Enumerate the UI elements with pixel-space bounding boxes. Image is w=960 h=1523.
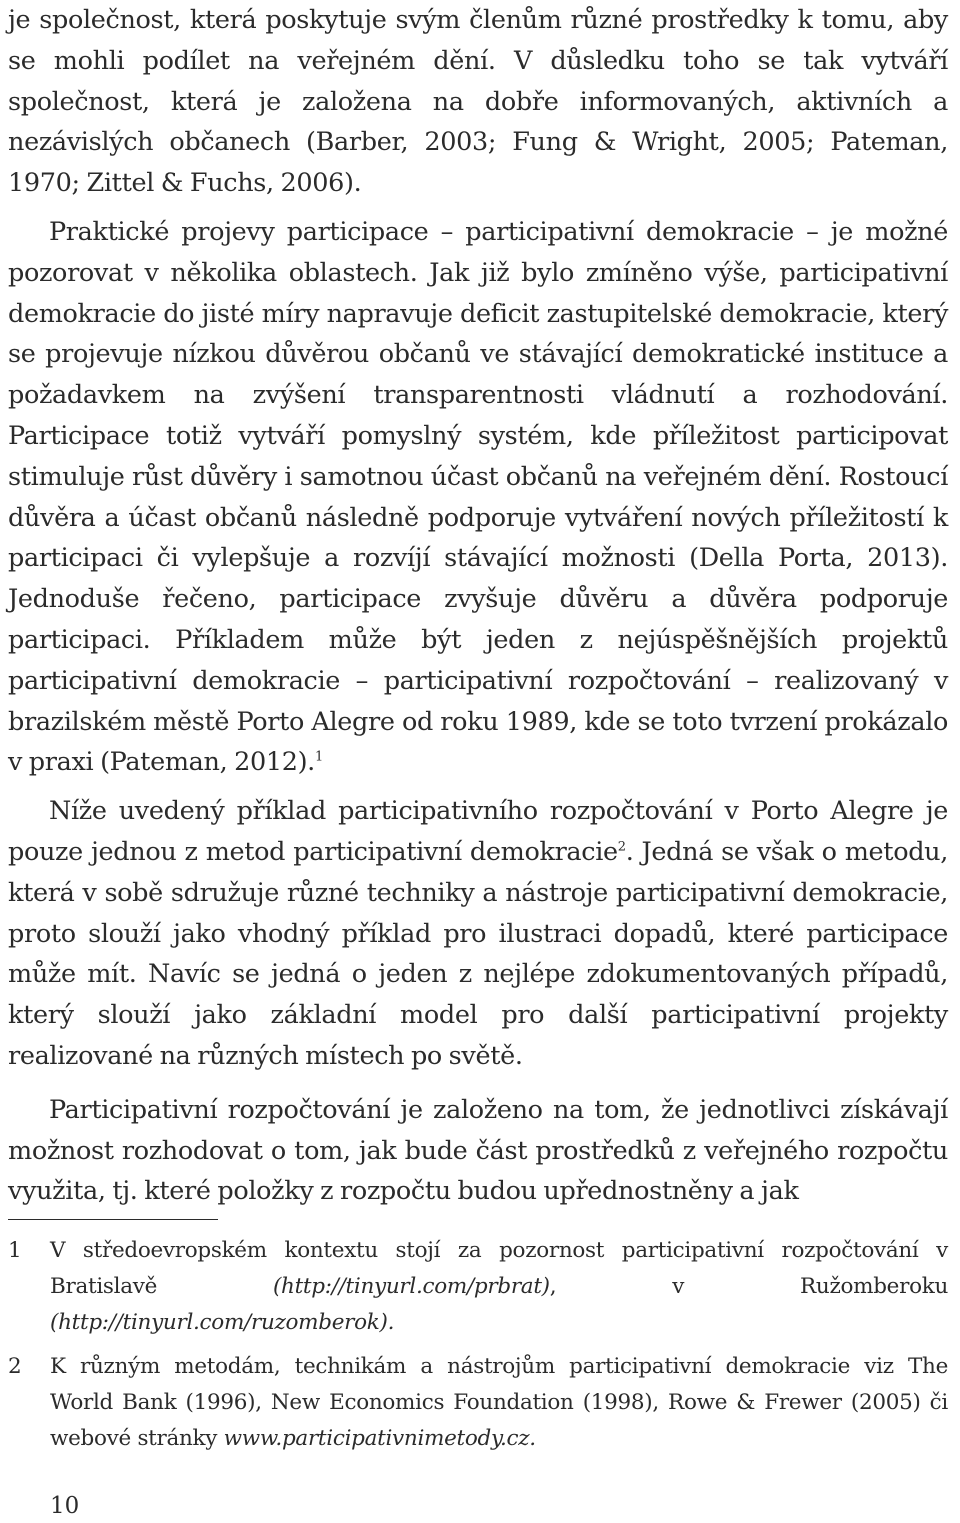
- footnote-1-link-ruzomberok[interactable]: (http://tinyurl.com/ruzomberok).: [50, 1310, 395, 1335]
- paragraph-4-text: Participativní rozpočtování je založeno na tom, že jednotlivci získávají možnost rozhodovat o tom, jak bude část prostředků z veřejného rozpočtu využita, tj. které položky z rozpočtu budou upřednostněny a jak: [8, 1094, 948, 1207]
- paragraph-1-text: je společnost, která poskytuje svým členům různé prostředky k tomu, aby se mohli podílet na veřejném dění. V důsledku toho se tak vytváří společnost, která je založena na dobře informovaných, aktivních a nezávislých občanech (Barber, 2003; Fung & Wright, 2005; Pateman, 1970; Zittel & Fuchs, 2006).: [8, 5, 948, 199]
- paragraph-1: [8, 0, 948, 204]
- footnote-separator: [8, 1219, 218, 1220]
- footnote-1: [8, 1233, 948, 1341]
- footnote-2-link-website[interactable]: www.participativnimetody.cz.: [223, 1426, 536, 1451]
- paragraph-3-text-start: Níže uvedený příklad participativního rozpočtování v Porto Alegre je pouze jednou z metod participativní demokracie: [8, 796, 948, 867]
- footnote-1-text-b: , v Ružomberoku: [549, 1274, 948, 1299]
- paragraph-3: [8, 791, 948, 1077]
- footnote-ref-2[interactable]: 2: [617, 839, 626, 855]
- paragraph-4: [8, 1090, 948, 1212]
- footnote-2-number: 2: [8, 1354, 22, 1379]
- footnote-1-link-bratislava[interactable]: (http://tinyurl.com/prbrat): [272, 1274, 550, 1299]
- footnote-2: [8, 1349, 948, 1457]
- page-body: [8, 0, 948, 1212]
- footnote-2-text-a: K různým metodám, technikám a nástrojům participativní demokracie viz The World Bank (1996), New Economics Foundation (1998), Rowe & Frewer (2005) či webové stránky: [50, 1354, 948, 1451]
- paragraph-3-text-end: . Jedná se však o metodu, která v sobě sdružuje různé techniky a nástroje participativní demokracie, proto slouží jako vhodný příklad pro ilustraci dopadů, které participace může mít. Navíc se jedná o jeden z nejlépe zdokumentovaných případů, který slouží jako základní model pro další participativní projekty realizované na různých místech po světě.: [8, 836, 948, 1071]
- footnote-1-text-a: V středoevropském kontextu stojí za pozornost participativní rozpočtování v Bratislavě: [50, 1238, 948, 1299]
- footnotes: [8, 1233, 948, 1457]
- footnote-1-text: [50, 1233, 948, 1341]
- footnote-1-number: 1: [8, 1238, 22, 1263]
- page-number: 10: [50, 1493, 80, 1519]
- paragraph-2-text: Praktické projevy participace – participativní demokracie – je možné pozorovat v několika oblastech. Jak již bylo zmíněno výše, participativní demokracie do jisté míry napravuje deficit zastupitelské demokracie, který se projevuje nízkou důvěrou občanů ve stávající demokratické instituce a požadavkem na zvýšení transparentnosti vládnutí a rozhodování. Participace totiž vytváří pomyslný systém, kde příležitost participovat stimuluje růst důvěry i samotnou účast občanů na veřejném dění. Rostoucí důvěra a účast občanů následně podporuje vytváření nových příležitostí k participaci či vylepšuje a rozvíjí stávající možnosti (Della Porta, 2013). Jednoduše řečeno, participace zvyšuje důvěru a důvěra podporuje participaci. Příkladem může být jeden z nejúspěšnějších projektů participativní demokracie – participativní rozpočtování – realizovaný v brazilském městě Porto Alegre od roku 1989, kde se toto tvrzení prokázalo v praxi (Pateman, 2012).: [8, 216, 948, 778]
- footnote-2-text: [50, 1349, 948, 1457]
- paragraph-2: [8, 212, 948, 783]
- footnote-ref-1[interactable]: 1: [314, 749, 323, 765]
